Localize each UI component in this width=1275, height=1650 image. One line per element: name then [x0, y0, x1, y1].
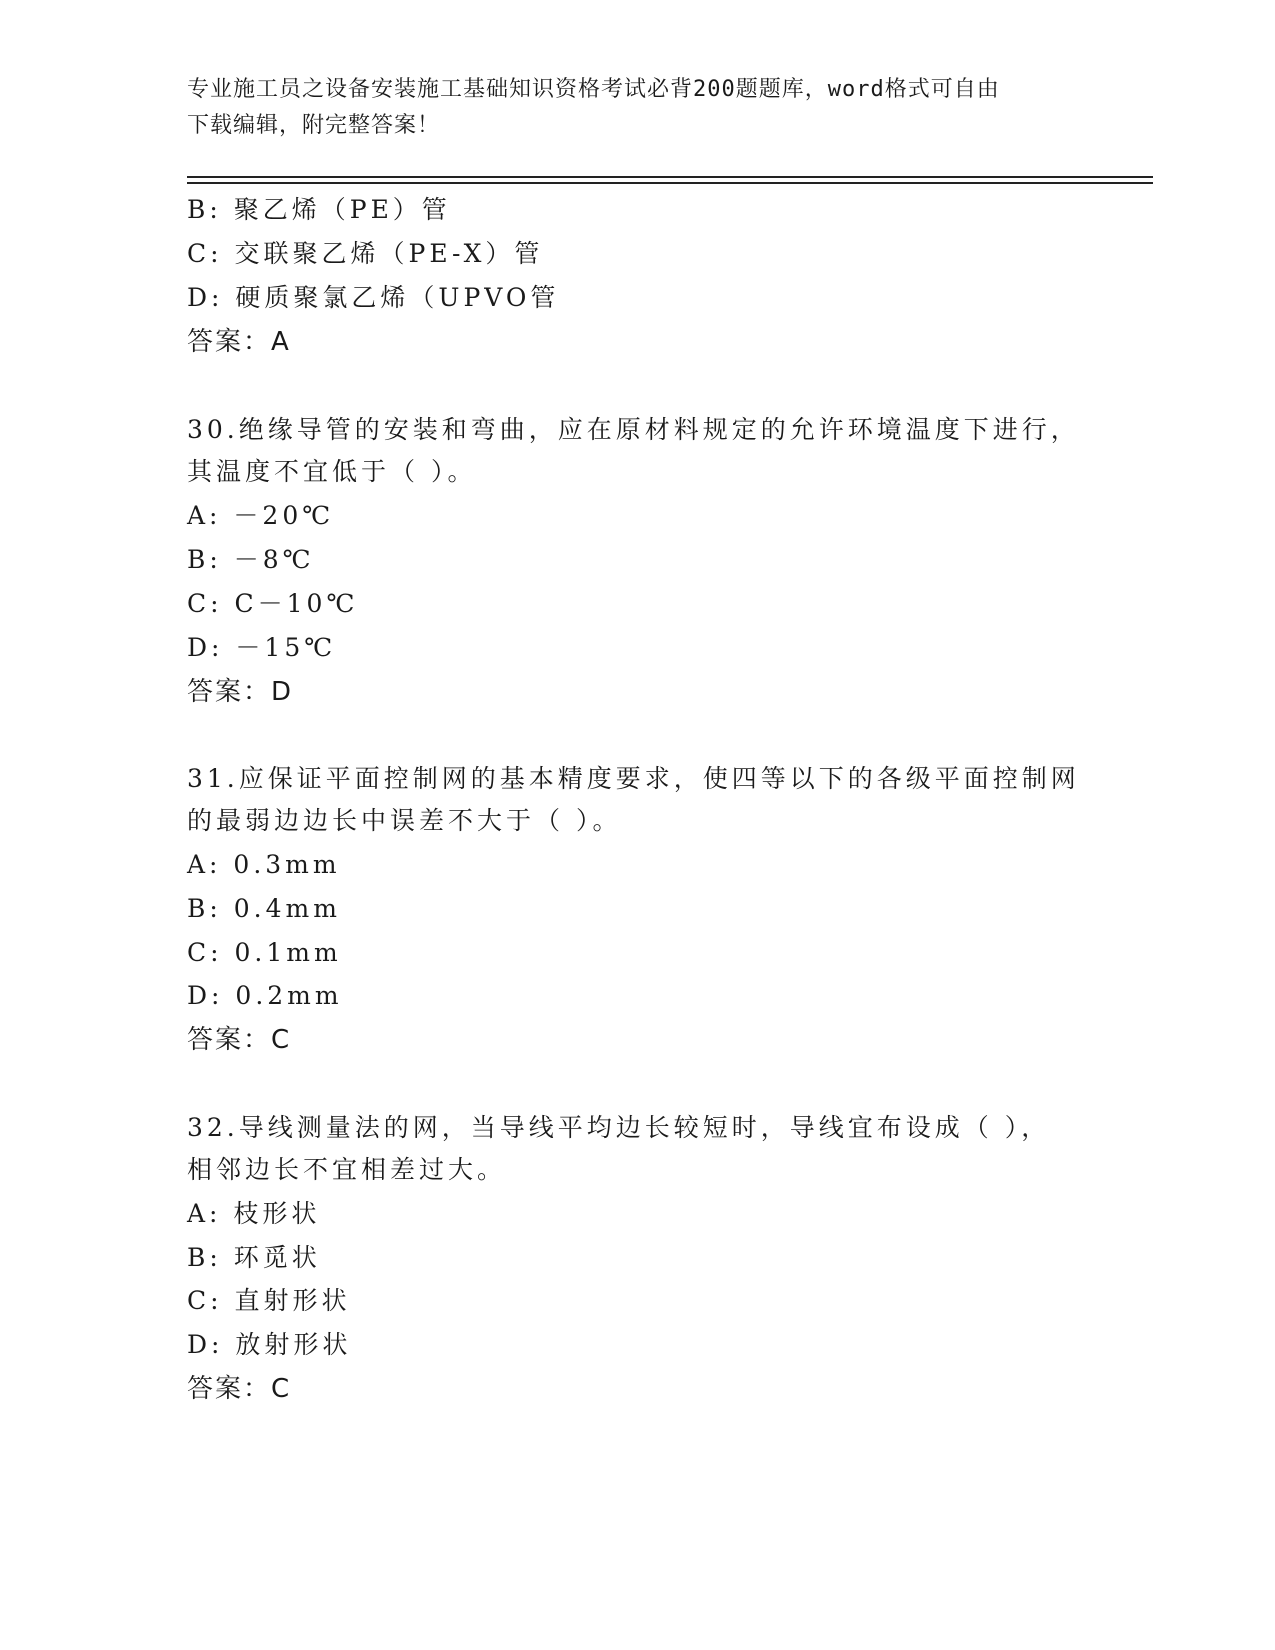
q32-option-d: D: 放射形状	[187, 1330, 352, 1359]
q32-option-b: B: 环觅状	[187, 1243, 321, 1272]
q31-option-b: B: 0.4mm	[187, 894, 341, 923]
q31-option-a: A: 0.3mm	[187, 850, 341, 879]
q30-option-d: D: －15℃	[187, 633, 337, 662]
document-header	[187, 72, 1087, 144]
q30-stem-line-1: 30.绝缘导管的安装和弯曲，应在原材料规定的允许环境温度下进行，	[187, 415, 1080, 444]
header-line-2: 下载编辑，附完整答案！	[187, 113, 441, 138]
q32-option-a: A: 枝形状	[187, 1199, 321, 1228]
q31-option-d: D: 0.2mm	[187, 981, 343, 1010]
prev-answer: 答案：A	[187, 327, 291, 357]
q30-option-a: A: －20℃	[187, 501, 335, 530]
header-divider-bottom	[187, 182, 1153, 184]
prev-option-b: B: 聚乙烯（PE）管	[187, 195, 451, 224]
q30-answer: 答案：D	[187, 677, 294, 707]
header-line-1: 专业施工员之设备安装施工基础知识资格考试必背200题题库，word格式可自由	[187, 77, 1000, 102]
q30-option-b: B: －8℃	[187, 545, 315, 574]
q31-stem-line-2: 的最弱边边长中误差不大于（ ）。	[187, 806, 622, 835]
q32-stem-line-2: 相邻边长不宜相差过大。	[187, 1155, 507, 1184]
q31-answer: 答案：C	[187, 1025, 292, 1055]
q32-option-c: C: 直射形状	[187, 1286, 351, 1315]
prev-option-d: D: 硬质聚氯乙烯（UPVO管	[187, 283, 560, 312]
q31-option-c: C: 0.1mm	[187, 938, 342, 967]
q32-stem-line-1: 32.导线测量法的网，当导线平均边长较短时，导线宜布设成（ ），	[187, 1113, 1051, 1142]
q30-stem-line-2: 其温度不宜低于（ ）。	[187, 457, 477, 486]
q32-answer: 答案：C	[187, 1374, 292, 1404]
header-divider-top	[187, 176, 1153, 178]
q31-stem-line-1: 31.应保证平面控制网的基本精度要求，使四等以下的各级平面控制网	[187, 764, 1080, 793]
q30-option-c: C: C－10℃	[187, 589, 359, 618]
prev-option-c: C: 交联聚乙烯（PE-X）管	[187, 239, 544, 268]
